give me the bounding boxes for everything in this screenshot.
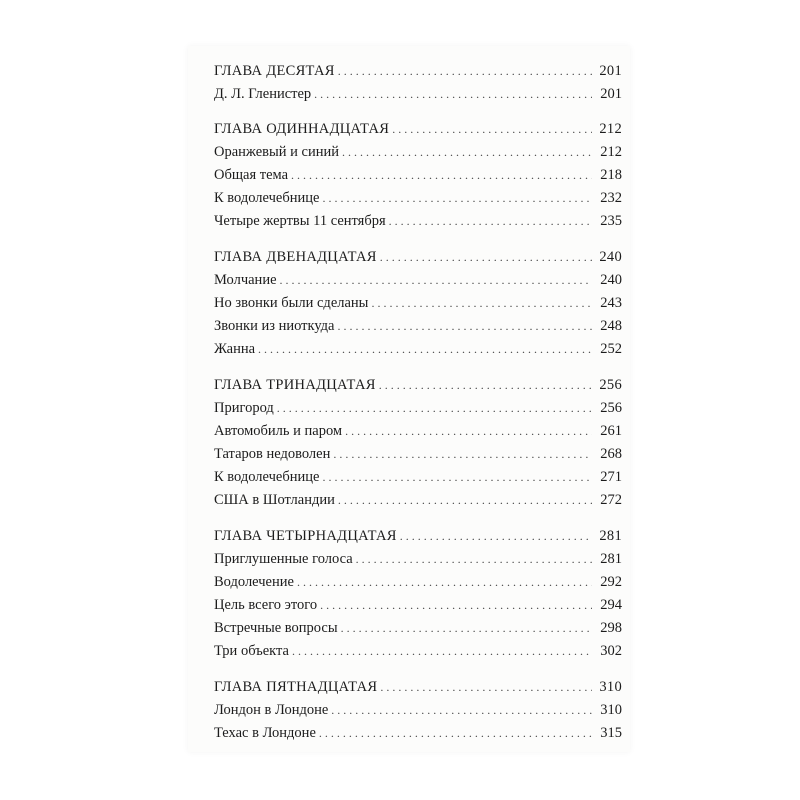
section-gap bbox=[214, 106, 622, 118]
page-number: 310 bbox=[599, 679, 622, 695]
page-number: 240 bbox=[600, 272, 622, 288]
leader-dots bbox=[322, 187, 592, 210]
chapter-10 bbox=[214, 60, 622, 106]
entry-title: Но звонки были сделаны bbox=[214, 295, 369, 311]
leader-dots bbox=[280, 269, 592, 292]
entry-title: Техас в Лондоне bbox=[214, 725, 316, 741]
entry-title: США в Шотландии bbox=[214, 492, 335, 508]
leader-dots bbox=[333, 443, 592, 466]
entry-title: К водолечебнице bbox=[214, 190, 320, 206]
page-number: 281 bbox=[600, 551, 622, 567]
chapter-heading bbox=[214, 118, 622, 141]
toc-entry bbox=[214, 141, 622, 164]
section-gap bbox=[214, 361, 622, 374]
toc-entry bbox=[214, 83, 622, 106]
toc-entry bbox=[214, 292, 622, 315]
toc-entry bbox=[214, 315, 622, 338]
toc-entry bbox=[214, 548, 622, 571]
page-number: 232 bbox=[600, 190, 622, 206]
leader-dots bbox=[341, 617, 592, 640]
leader-dots bbox=[292, 640, 592, 663]
entry-title: Водолечение bbox=[214, 574, 294, 590]
leader-dots bbox=[389, 210, 592, 233]
entry-title: Жанна bbox=[214, 341, 256, 357]
toc-entry bbox=[214, 466, 622, 489]
chapter-heading bbox=[214, 374, 622, 397]
chapter-title: ГЛАВА ТРИНАДЦАТАЯ bbox=[214, 377, 376, 393]
chapter-title: ГЛАВА ЧЕТЫРНАДЦАТАЯ bbox=[214, 528, 397, 544]
section-gap bbox=[214, 663, 622, 676]
entry-title: Лондон в Лондоне bbox=[214, 702, 329, 718]
toc-entry bbox=[214, 489, 622, 512]
chapter-11 bbox=[214, 118, 622, 233]
entry-title: Общая тема bbox=[214, 167, 289, 183]
chapter-heading bbox=[214, 676, 622, 699]
toc-entry bbox=[214, 187, 622, 210]
leader-dots bbox=[337, 315, 592, 338]
leader-dots bbox=[356, 548, 592, 571]
leader-dots bbox=[371, 292, 592, 315]
toc-entry bbox=[214, 443, 622, 466]
entry-title: Молчание bbox=[214, 272, 277, 288]
leader-dots bbox=[320, 594, 592, 617]
page-number: 235 bbox=[600, 213, 622, 229]
toc-entry bbox=[214, 571, 622, 594]
page-number: 201 bbox=[599, 63, 622, 79]
chapter-title: ГЛАВА ПЯТНАДЦАТАЯ bbox=[214, 679, 378, 695]
entry-title: Цель всего этого bbox=[214, 597, 318, 613]
toc-entry bbox=[214, 594, 622, 617]
chapter-12 bbox=[214, 246, 622, 361]
leader-dots bbox=[319, 722, 592, 745]
chapter-14 bbox=[214, 525, 622, 663]
page-number: 294 bbox=[600, 597, 622, 613]
toc-entry bbox=[214, 617, 622, 640]
leader-dots bbox=[380, 676, 592, 699]
page-number: 240 bbox=[599, 249, 622, 265]
page-number: 310 bbox=[600, 702, 622, 718]
toc-entry bbox=[214, 269, 622, 292]
page-number: 292 bbox=[600, 574, 622, 590]
toc-entry bbox=[214, 164, 622, 187]
leader-dots bbox=[331, 699, 592, 722]
entry-title: Оранжевый и синий bbox=[214, 144, 340, 160]
page-number: 248 bbox=[600, 318, 622, 334]
leader-dots bbox=[258, 338, 592, 361]
page-number: 243 bbox=[600, 295, 622, 311]
leader-dots bbox=[400, 525, 592, 548]
toc-entry bbox=[214, 699, 622, 722]
leader-dots bbox=[322, 466, 592, 489]
chapter-heading bbox=[214, 60, 622, 83]
entry-title: Пригород bbox=[214, 400, 274, 416]
chapter-15 bbox=[214, 676, 622, 745]
leader-dots bbox=[345, 420, 592, 443]
chapter-title: ГЛАВА ДЕСЯТАЯ bbox=[214, 63, 335, 79]
page-number: 201 bbox=[600, 86, 622, 102]
leader-dots bbox=[291, 164, 592, 187]
leader-dots bbox=[338, 489, 592, 512]
leader-dots bbox=[314, 83, 592, 106]
page-number: 271 bbox=[600, 469, 622, 485]
leader-dots bbox=[342, 141, 592, 164]
page-number: 281 bbox=[599, 528, 622, 544]
entry-title: Д. Л. Гленистер bbox=[214, 86, 312, 102]
toc-entry bbox=[214, 640, 622, 663]
page-number: 218 bbox=[600, 167, 622, 183]
toc-entry bbox=[214, 397, 622, 420]
page-number: 298 bbox=[600, 620, 622, 636]
page-number: 268 bbox=[600, 446, 622, 462]
page-number: 315 bbox=[600, 725, 622, 741]
entry-title: Три объекта bbox=[214, 643, 289, 659]
entry-title: Встречные вопросы bbox=[214, 620, 338, 636]
page-number: 212 bbox=[600, 144, 622, 160]
entry-title: Четыре жертвы 11 сентября bbox=[214, 213, 386, 229]
entry-title: Приглушенные голоса bbox=[214, 551, 353, 567]
chapter-13 bbox=[214, 374, 622, 512]
toc-entry bbox=[214, 210, 622, 233]
section-gap bbox=[214, 233, 622, 246]
toc-entry bbox=[214, 420, 622, 443]
chapter-title: ГЛАВА ДВЕНАДЦАТАЯ bbox=[214, 249, 377, 265]
section-gap bbox=[214, 512, 622, 525]
chapter-heading bbox=[214, 246, 622, 269]
entry-title: Татаров недоволен bbox=[214, 446, 331, 462]
chapter-heading bbox=[214, 525, 622, 548]
leader-dots bbox=[297, 571, 592, 594]
table-of-contents bbox=[214, 60, 622, 745]
leader-dots bbox=[338, 60, 592, 83]
page-number: 212 bbox=[599, 121, 622, 137]
entry-title: К водолечебнице bbox=[214, 469, 320, 485]
toc-entry bbox=[214, 338, 622, 361]
page-number: 261 bbox=[600, 423, 622, 439]
leader-dots bbox=[380, 246, 592, 269]
page-number: 272 bbox=[600, 492, 622, 508]
page-number: 302 bbox=[600, 643, 622, 659]
entry-title: Автомобиль и паром bbox=[214, 423, 343, 439]
page-number: 256 bbox=[600, 400, 622, 416]
leader-dots bbox=[392, 118, 592, 141]
page-number: 256 bbox=[599, 377, 622, 393]
leader-dots bbox=[379, 374, 592, 397]
page-number: 252 bbox=[600, 341, 622, 357]
toc-entry bbox=[214, 722, 622, 745]
chapter-title: ГЛАВА ОДИННАДЦАТАЯ bbox=[214, 121, 390, 137]
leader-dots bbox=[277, 397, 592, 420]
entry-title: Звонки из ниоткуда bbox=[214, 318, 335, 334]
